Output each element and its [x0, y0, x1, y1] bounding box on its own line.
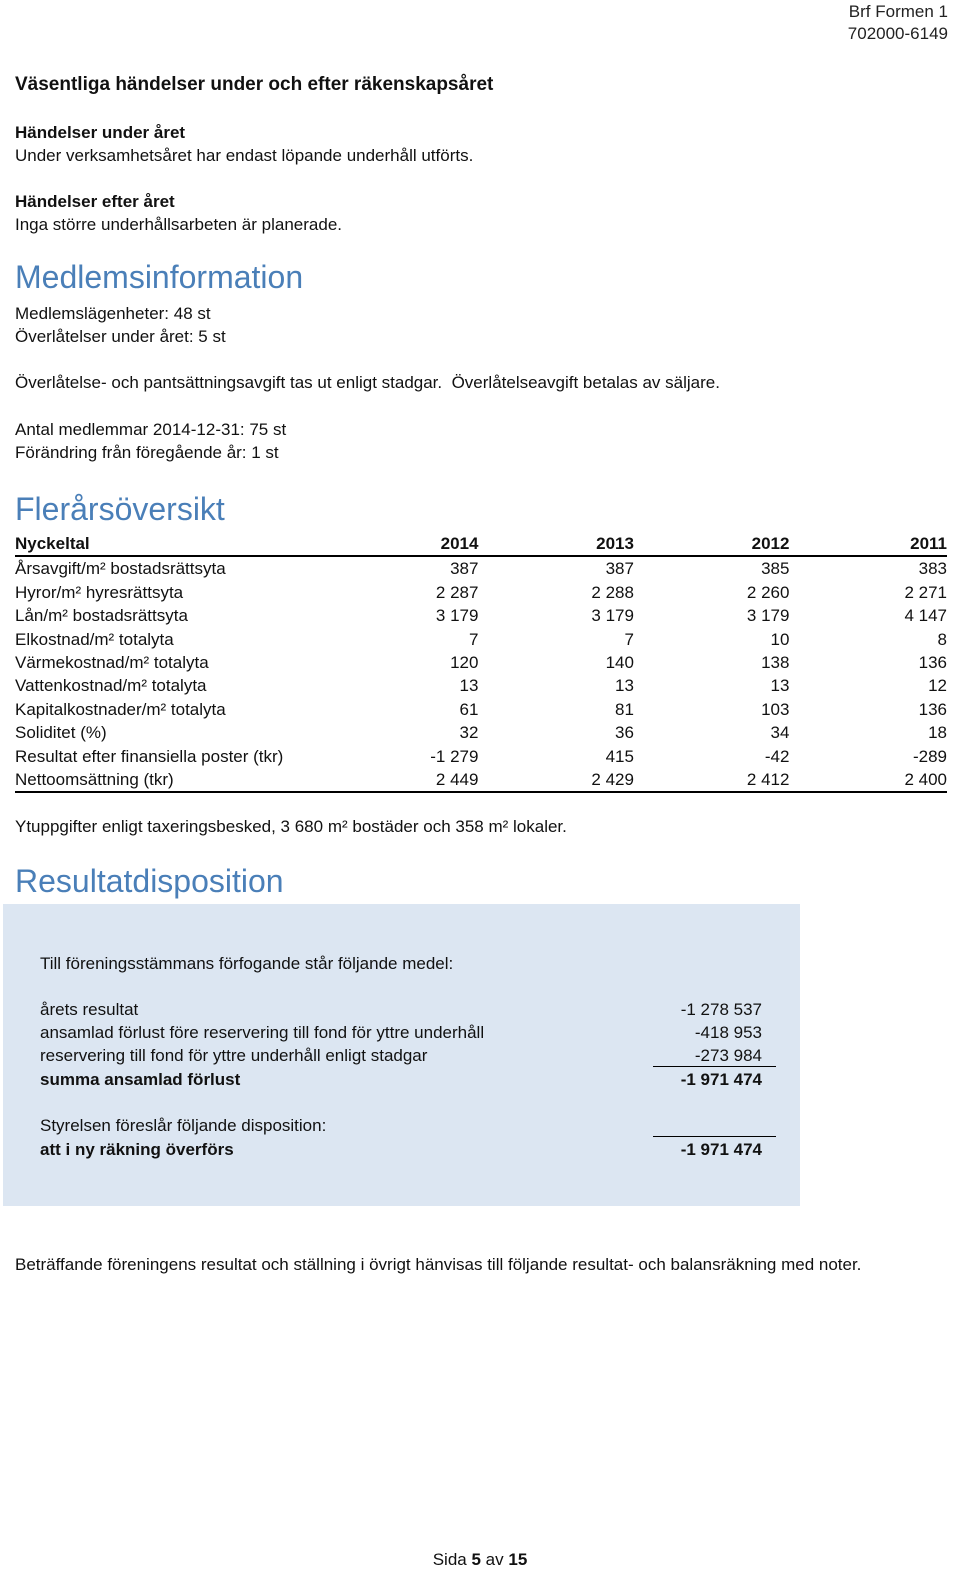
members-count: Antal medlemmar 2014-12-31: 75 st — [15, 420, 287, 439]
table-row — [15, 745, 947, 768]
table-cell: 3 179 — [746, 606, 790, 626]
table-cell: 2 429 — [478, 768, 634, 792]
members-transfers: Överlåtelser under året: 5 st — [15, 327, 226, 346]
column-header-metric: Nyckeltal — [15, 532, 406, 556]
table-cell: 136 — [918, 653, 947, 673]
table-cell: 120 — [450, 653, 479, 673]
table-cell: -289 — [912, 746, 947, 766]
footer-page-total: 15 — [508, 1550, 528, 1569]
table-cell: 7 — [624, 629, 634, 649]
table-cell: 10 — [770, 629, 790, 649]
table-row — [15, 651, 947, 674]
overview-header-row — [15, 532, 947, 556]
disposition-carry-label: att i ny räkning överförs — [40, 1140, 234, 1159]
row-label: Lån/m² bostadsrättsyta — [15, 606, 188, 626]
row-label: Värmekostnad/m² totalyta — [15, 653, 209, 673]
table-cell: 2 287 — [435, 582, 479, 602]
table-cell: 13 — [770, 676, 790, 696]
table-cell: 387 — [450, 559, 479, 579]
table-cell: 3 179 — [435, 606, 479, 626]
table-cell: 140 — [605, 653, 634, 673]
disposition-carry-value: -1 971 474 — [680, 1140, 762, 1159]
events-title: Väsentliga händelser under och efter räkenskapsåret — [15, 74, 494, 95]
table-row — [15, 698, 947, 721]
table-cell: 415 — [605, 746, 634, 766]
table-cell: 4 147 — [904, 606, 947, 626]
column-header-year: 2011 — [789, 532, 947, 556]
table-cell: 32 — [459, 723, 479, 743]
page-footer — [0, 1548, 960, 1571]
table-row — [15, 556, 947, 580]
table-cell: 2 412 — [634, 768, 790, 792]
table-cell: -42 — [764, 746, 790, 766]
table-cell: 12 — [928, 676, 947, 696]
table-cell: 136 — [918, 699, 947, 719]
disposition-box: Till föreningsstämmans förfogande står följande medel: årets resultat -1 278 537 ansamlad förlust före reservering till fond för yttre underhåll -418 953 reservering till fond för yttre underhåll enligt stadgar -273 984 summa ansamlad förlust -1 971 474 Styrelsen föreslår följande disposition: att i ny räkning överförs -1 971 474 — [3, 904, 800, 1206]
members-fees: Överlåtelse- och pantsättningsavgift tas ut enligt stadgar. Överlåtelseavgift betalas av säljare. — [15, 373, 720, 392]
table-row — [15, 628, 947, 651]
footer-middle: av — [485, 1550, 504, 1569]
carry-underline — [653, 1136, 776, 1137]
table-cell: 13 — [459, 676, 479, 696]
table-row — [15, 604, 947, 627]
sum-underline — [653, 1066, 776, 1067]
closing-text: Beträffande föreningens resultat och ställning i övrigt hänvisas till följande resultat- och balansräkning med noter. — [15, 1255, 862, 1274]
organization-number: 702000-6149 — [847, 24, 948, 43]
table-cell: 7 — [469, 629, 479, 649]
row-label: Elkostnad/m² totalyta — [15, 629, 174, 649]
disposition-row-value: -1 278 537 — [680, 1000, 762, 1019]
footer-page-number: 5 — [471, 1550, 481, 1569]
disposition-row-label: reservering till fond för yttre underhåll enligt stadgar — [40, 1046, 428, 1065]
members-apartments: Medlemslägenheter: 48 st — [15, 304, 211, 323]
table-cell: 385 — [761, 559, 790, 579]
table-cell: 2 260 — [746, 582, 790, 602]
members-change: Förändring från föregående år: 1 st — [15, 443, 279, 462]
overview-note: Ytuppgifter enligt taxeringsbesked, 3 680 m² bostäder och 358 m² lokaler. — [15, 817, 567, 836]
organization-name: Brf Formen 1 — [848, 2, 948, 21]
events-after-heading: Händelser efter året — [15, 192, 175, 211]
table-cell: 18 — [928, 723, 947, 743]
disposition-row-value: -273 984 — [694, 1046, 762, 1065]
disposition-row-label: årets resultat — [40, 1000, 139, 1019]
overview-table — [15, 532, 947, 793]
row-label: Kapitalkostnader/m² totalyta — [15, 699, 226, 719]
overview-title: Flerårsöversikt — [15, 491, 225, 527]
table-cell: 2 400 — [789, 768, 947, 792]
table-row — [15, 768, 947, 792]
events-after-text: Inga större underhållsarbeten är planerade. — [15, 215, 342, 234]
table-cell: 8 — [937, 629, 947, 649]
members-title: Medlemsinformation — [15, 259, 304, 295]
row-label: Nettoomsättning (tkr) — [15, 768, 406, 792]
table-cell: 387 — [605, 559, 634, 579]
table-row — [15, 721, 947, 744]
row-label: Soliditet (%) — [15, 723, 107, 743]
table-cell: 2 449 — [406, 768, 478, 792]
table-row — [15, 674, 947, 697]
column-header-year: 2012 — [634, 532, 790, 556]
row-label: Resultat efter finansiella poster (tkr) — [15, 746, 284, 766]
table-cell: 13 — [615, 676, 634, 696]
table-cell: 2 271 — [904, 582, 947, 602]
disposition-sum-label: summa ansamlad förlust — [40, 1070, 241, 1089]
table-cell: 34 — [770, 723, 790, 743]
row-label: Årsavgift/m² bostadsrättsyta — [15, 559, 226, 579]
events-during-text: Under verksamhetsåret har endast löpande underhåll utförts. — [15, 146, 474, 165]
table-cell: 103 — [761, 699, 790, 719]
table-cell: 2 288 — [591, 582, 634, 602]
disposition-title: Resultatdisposition — [15, 863, 284, 899]
table-cell: 61 — [459, 699, 479, 719]
table-cell: 383 — [918, 559, 947, 579]
row-label: Vattenkostnad/m² totalyta — [15, 676, 207, 696]
column-header-year: 2013 — [478, 532, 634, 556]
disposition-row-value: -418 953 — [694, 1023, 762, 1042]
table-row — [15, 581, 947, 604]
table-cell: 138 — [761, 653, 790, 673]
table-cell: 3 179 — [591, 606, 634, 626]
row-label: Hyror/m² hyresrättsyta — [15, 582, 184, 602]
events-during-heading: Händelser under året — [15, 123, 186, 142]
footer-prefix: Sida — [432, 1550, 467, 1569]
disposition-sum-value: -1 971 474 — [680, 1070, 762, 1089]
column-header-year: 2014 — [406, 532, 478, 556]
table-cell: 81 — [615, 699, 634, 719]
table-cell: -1 279 — [430, 746, 479, 766]
table-cell: 36 — [615, 723, 634, 743]
disposition-row-label: ansamlad förlust före reservering till fond för yttre underhåll — [40, 1023, 485, 1042]
